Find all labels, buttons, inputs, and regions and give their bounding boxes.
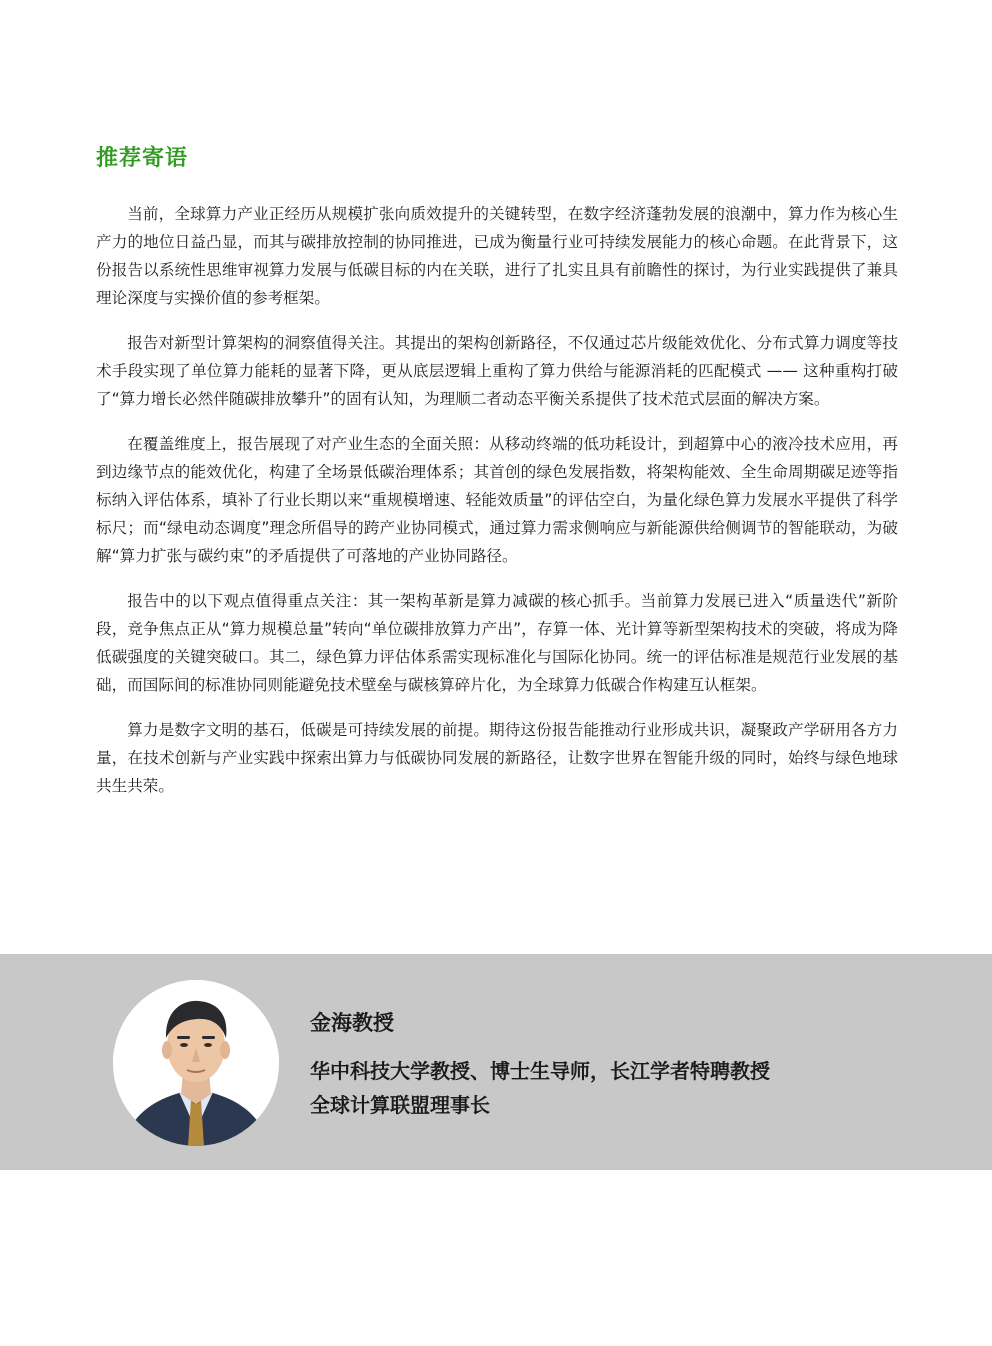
- paragraph: 报告中的以下观点值得重点关注：其一架构革新是算力减碳的核心抓手。当前算力发展已进入“质量迭代”新阶段，竞争焦点正从“算力规模总量”转向“单位碳排放算力产出”，存算一体、光计算等新型架构技术的突破，将成为降低碳强度的关键突破口。其二，绿色算力评估体系需实现标准化与国际化协同。统一的评估标准是规范行业发展的基础，而国际间的标准协同则能避免技术壁垒与碳核算碎片化，为全球算力低碳合作构建互认框架。: [96, 592, 898, 694]
- paragraph: 算力是数字文明的基石，低碳是可持续发展的前提。期待这份报告能推动行业形成共识，凝聚政产学研用各方力量，在技术创新与产业实践中探索出算力与低碳协同发展的新路径，让数字世界在智能升级的同时，始终与绿色地球共生共荣。: [96, 721, 898, 795]
- paragraph: 当前，全球算力产业正经历从规模扩张向质效提升的关键转型，在数字经济蓬勃发展的浪潮中，算力作为核心生产力的地位日益凸显，而其与碳排放控制的协同推进，已成为衡量行业可持续发展能力的核心命题。在此背景下，这份报告以系统性思维审视算力发展与低碳目标的内在关联，进行了扎实且具有前瞻性的探讨，为行业实践提供了兼具理论深度与实操价值的参考框架。: [96, 205, 898, 307]
- author-title-line-2: 全球计算联盟理事长: [310, 1093, 490, 1117]
- portrait-photo-icon: [113, 980, 279, 1146]
- author-photo: [113, 980, 279, 1146]
- paragraph: 报告对新型计算架构的洞察值得关注。其提出的架构创新路径，不仅通过芯片级能效优化、分布式算力调度等技术手段实现了单位算力能耗的显著下降，更从底层逻辑上重构了算力供给与能源消耗的匹配模式 —— 这种重构打破了“算力增长必然伴随碳排放攀升”的固有认知，为理顺二者动态平衡关系提供了技术范式层面的解决方案。: [96, 334, 898, 408]
- author-title-line-1: 华中科技大学教授、博士生导师，长江学者特聘教授: [310, 1059, 770, 1083]
- author-band: [0, 954, 992, 1170]
- paragraph: 在覆盖维度上，报告展现了对产业生态的全面关照：从移动终端的低功耗设计，到超算中心的液冷技术应用，再到边缘节点的能效优化，构建了全场景低碳治理体系；其首创的绿色发展指数，将架构能效、全生命周期碳足迹等指标纳入评估体系，填补了行业长期以来“重规模增速、轻能效质量”的评估空白，为量化绿色算力发展水平提供了科学标尺；而“绿电动态调度”理念所倡导的跨产业协同模式，通过算力需求侧响应与新能源供给侧调节的智能联动，为破解“算力扩张与碳约束”的矛盾提供了可落地的产业协同路径。: [96, 435, 898, 565]
- author-name: 金海教授: [310, 1011, 394, 1035]
- section-heading: 推荐寄语: [96, 146, 189, 171]
- recommendation-text: [96, 200, 898, 817]
